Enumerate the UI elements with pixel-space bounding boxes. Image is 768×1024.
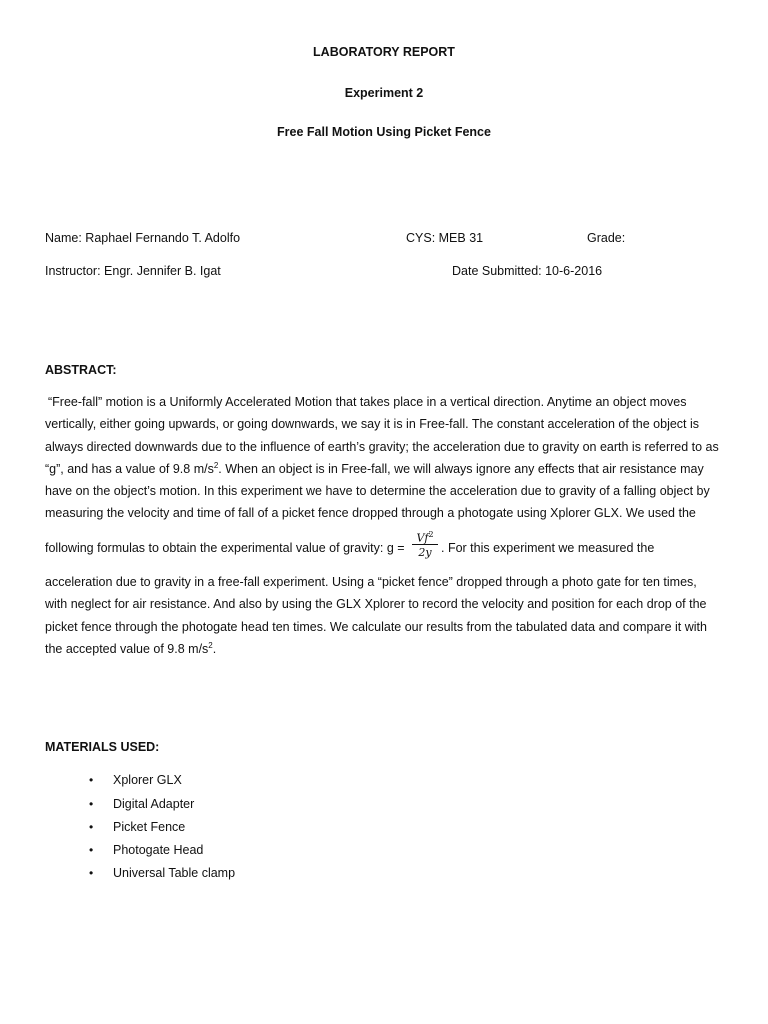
formula-numerator: Vf$^2$ [416,530,434,545]
grade-field: Grade: [587,231,626,245]
bullet-icon: • [89,773,94,787]
abstract-line: vertically, either going upwards, or going downwards, we say it is in Free-fall. The constant acceleration of the object is [45,417,700,431]
bullet-icon: • [89,820,94,834]
cys-field: CYS: MEB 31 [406,231,484,245]
abstract-line: have on the object’s motion. In this experiment we have to determine the acceleration due to gravity of a falling object by [45,484,710,498]
superscript: 2 [208,640,213,650]
abstract-line: with neglect for air resistance. And also by using the GLX Xplorer to record the velocity and position for each drop of the [45,597,707,611]
gravity-formula [410,527,440,560]
date-submitted: Date Submitted: 10-6-2016 [452,264,603,278]
formula-denominator: 2y [418,546,432,559]
bullet-icon: • [89,797,94,811]
experiment-number: Experiment 2 [344,86,424,100]
experiment-title: Free Fall Motion Using Picket Fence [277,125,491,139]
abstract-heading: ABSTRACT: [45,363,117,377]
abstract-line [45,462,704,476]
bullet-icon: • [89,866,94,880]
abstract-line [45,642,216,656]
abstract-line: “Free-fall” motion is a Uniformly Accelerated Motion that takes place in a vertical direction. Anytime an object moves [48,395,687,409]
materials-heading: MATERIALS USED: [45,740,160,754]
abstract-line: always directed downwards due to the influence of earth’s gravity; the acceleration due to gravity on earth is referred to as [45,440,719,454]
list-item: Picket Fence [113,820,186,834]
instructor-name: Instructor: Engr. Jennifer B. Igat [45,264,221,278]
abstract-line: picket fence through the photogate head ten times. We calculate our results from the tabulated data and compare it with [45,620,707,634]
abstract-text: “g”, and has a value of 9.8 m/s [45,462,214,476]
student-name: Name: Raphael Fernando T. Adolfo [45,231,241,245]
list-item: Xplorer GLX [113,773,182,787]
abstract-text: . When an object is in Free-fall, we will always ignore any effects that air resistance may [218,462,704,476]
abstract-line: . For this experiment we measured the [441,541,655,555]
list-item: Digital Adapter [113,797,195,811]
abstract-line: acceleration due to gravity in a free-fall experiment. Using a “picket fence” dropped through a photo gate for ten times, [45,575,697,589]
list-item: Photogate Head [113,843,204,857]
list-item: Universal Table clamp [113,866,236,880]
abstract-line: following formulas to obtain the experimental value of gravity: g = [45,541,405,555]
bullet-icon: • [89,843,94,857]
abstract-text: the accepted value of 9.8 m/s [45,642,209,656]
superscript: 2 [213,460,219,470]
report-title: LABORATORY REPORT [313,45,455,59]
abstract-line: measuring the velocity and time of fall of a picket fence dropped through a photogate using Xplorer GLX. We used the [45,506,696,520]
abstract-text: . [212,642,217,656]
